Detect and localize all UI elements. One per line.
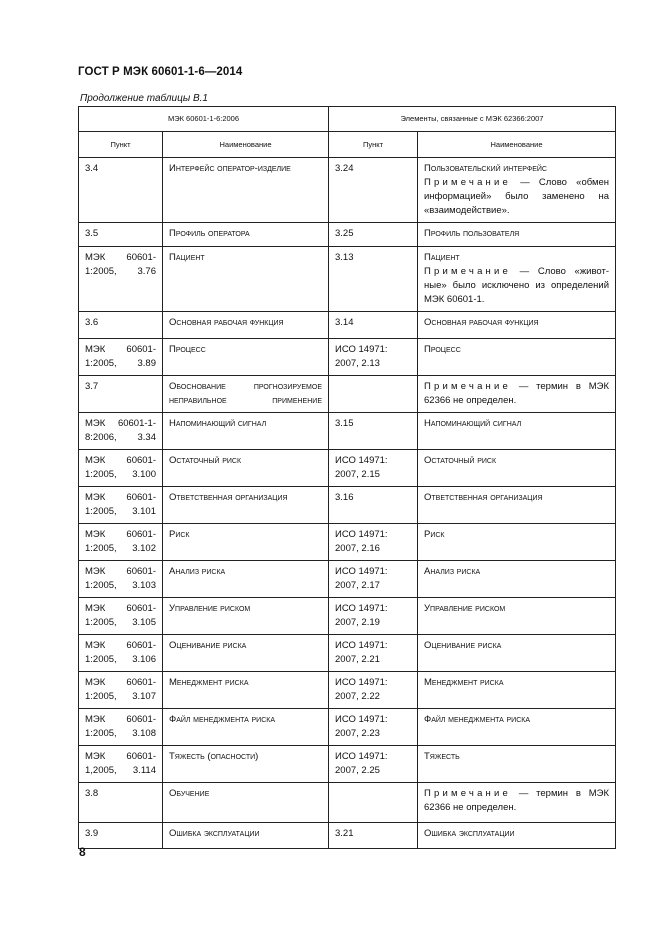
right-name-text: Риск [424, 529, 445, 540]
cell-left-item [79, 223, 163, 247]
right-name-text: Оценивание риска [424, 640, 502, 651]
cell-right-name [418, 746, 616, 783]
cell-left-name [163, 413, 329, 450]
cell-left-item [79, 746, 163, 783]
cell-right-name [418, 709, 616, 746]
cell-right-item [329, 746, 418, 783]
right-item-text: 3.16 [335, 492, 354, 503]
left-name-text: Обучение [169, 788, 210, 799]
left-name-text: Напоминающий сигнал [169, 418, 267, 429]
right-item-text: 3.15 [335, 418, 354, 429]
table-row [79, 223, 616, 247]
cell-right-name [418, 635, 616, 672]
cell-left-item [79, 823, 163, 849]
left-name-text: Управление риском [169, 603, 251, 614]
left-item-text: 3.9 [85, 828, 99, 839]
cell-right-item [329, 312, 418, 339]
left-name-text: Тяжесть (опасности) [169, 751, 259, 762]
right-name-text: Пациент [424, 252, 460, 263]
cell-right-name [418, 487, 616, 524]
left-name-text: Ответственная организация [169, 492, 288, 503]
table-row [79, 247, 616, 312]
cell-left-name [163, 376, 329, 413]
cell-left-name [163, 312, 329, 339]
table-row [79, 635, 616, 672]
right-name-text: Менеджмент риска [424, 677, 504, 688]
left-item-text: МЭК 60601-1:2005, 3.103 [85, 566, 156, 591]
page-number: 8 [79, 845, 86, 859]
table-row [79, 524, 616, 561]
cell-left-name [163, 450, 329, 487]
cell-right-item [329, 158, 418, 223]
right-item-text: ИСО 14971: 2007, 2.23 [335, 714, 388, 739]
table-row [79, 413, 616, 450]
cell-right-item [329, 783, 418, 823]
column-header-name-2: Наименование [418, 132, 616, 158]
left-item-text: МЭК 60601-1,2005, 3.114 [85, 751, 156, 776]
left-item-text: 3.4 [85, 163, 99, 174]
right-name-text: Анализ риска [424, 566, 481, 577]
cell-right-name [418, 561, 616, 598]
cell-left-name [163, 223, 329, 247]
right-name-text: Остаточный риск [424, 455, 497, 466]
right-name-text: Напоминающий сигнал [424, 418, 522, 429]
cell-right-item [329, 823, 418, 849]
column-header-item-2: Пункт [329, 132, 418, 158]
cell-left-name [163, 635, 329, 672]
table-row [79, 672, 616, 709]
cell-right-item [329, 339, 418, 376]
left-item-text: МЭК 60601-1-8:2006, 3.34 [85, 418, 156, 443]
cell-left-name [163, 672, 329, 709]
note-text: — Слово «живот-ные» было исключено из определений МЭК 60601-1. [424, 266, 610, 305]
left-name-text: Файл менеджмента риска [169, 714, 275, 725]
left-name-text: Профиль оператора [169, 228, 250, 239]
left-name-text: Ошибка эксплуатации [169, 828, 260, 839]
group-header-left: МЭК 60601-1-6:2006 [79, 107, 329, 132]
correspondence-table [78, 106, 616, 849]
cell-right-item [329, 247, 418, 312]
cell-left-name [163, 823, 329, 849]
right-name-text: Файл менеджмента риска [424, 714, 530, 725]
cell-left-item [79, 635, 163, 672]
cell-right-item [329, 561, 418, 598]
cell-left-name [163, 487, 329, 524]
cell-right-name [418, 598, 616, 635]
cell-left-name [163, 247, 329, 312]
left-item-text: МЭК 60601-1:2005, 3.108 [85, 714, 156, 739]
right-name-text: Управление риском [424, 603, 506, 614]
cell-left-item [79, 450, 163, 487]
cell-left-item [79, 561, 163, 598]
cell-right-name [418, 223, 616, 247]
left-item-text: МЭК 60601-1:2005, 3.89 [85, 344, 156, 369]
cell-left-item [79, 247, 163, 312]
table-row [79, 376, 616, 413]
left-item-text: МЭК 60601-1:2005, 3.107 [85, 677, 156, 702]
left-item-text: 3.8 [85, 788, 99, 799]
left-item-text: МЭК 60601-1:2005, 3.106 [85, 640, 156, 665]
cell-left-item [79, 158, 163, 223]
right-name-text: Основная рабочая функция [424, 317, 539, 328]
table-group-header-row [79, 107, 616, 132]
table-caption: Продолжение таблицы В.1 [80, 93, 208, 104]
left-name-text: Обоснование прогнозируемое неправильное применение [169, 381, 322, 406]
cell-left-item [79, 413, 163, 450]
cell-right-name [418, 376, 616, 413]
right-item-text: ИСО 14971: 2007, 2.15 [335, 455, 388, 480]
cell-right-name [418, 158, 616, 223]
cell-right-name [418, 450, 616, 487]
note-text: — Слово «обмен информацией» было заменено на «взаимодействие». [424, 177, 610, 216]
note-block [424, 176, 609, 218]
cell-right-item [329, 413, 418, 450]
left-item-text: 3.6 [85, 317, 99, 328]
cell-right-name [418, 413, 616, 450]
left-item-text: 3.5 [85, 228, 99, 239]
table-row [79, 487, 616, 524]
cell-left-name [163, 709, 329, 746]
cell-right-item [329, 635, 418, 672]
note-block [424, 380, 609, 408]
left-name-text: Риск [169, 529, 190, 540]
table-row [79, 561, 616, 598]
right-name-text: Ошибка эксплуатации [424, 828, 515, 839]
group-header-right: Элементы, связанные с МЭК 62366:2007 [329, 107, 616, 132]
cell-left-item [79, 339, 163, 376]
right-item-text: ИСО 14971: 2007, 2.16 [335, 529, 388, 554]
left-item-text: МЭК 60601-1:2005, 3.105 [85, 603, 156, 628]
left-name-text: Интерфейс оператор-изделие [169, 163, 291, 174]
table-row [79, 312, 616, 339]
cell-left-name [163, 158, 329, 223]
cell-right-item [329, 487, 418, 524]
cell-right-name [418, 247, 616, 312]
table-row [79, 823, 616, 849]
table-body [79, 158, 616, 849]
right-item-text: ИСО 14971: 2007, 2.17 [335, 566, 388, 591]
note-block [424, 787, 609, 815]
note-label: Примечание [424, 788, 511, 799]
cell-right-item [329, 524, 418, 561]
cell-right-item [329, 376, 418, 413]
cell-right-name [418, 339, 616, 376]
cell-left-item [79, 376, 163, 413]
right-item-text: 3.13 [335, 252, 354, 263]
left-item-text: МЭК 60601-1:2005, 3.101 [85, 492, 156, 517]
column-header-item: Пункт [79, 132, 163, 158]
cell-left-item [79, 672, 163, 709]
note-text: — термин в МЭК 62366 не определен. [424, 788, 610, 813]
cell-left-item [79, 783, 163, 823]
table-row [79, 339, 616, 376]
right-name-text: Ответственная организация [424, 492, 543, 503]
note-label: Примечание [424, 177, 511, 188]
table-row [79, 450, 616, 487]
left-name-text: Пациент [169, 252, 205, 263]
cell-right-name [418, 783, 616, 823]
note-block [424, 265, 609, 307]
left-name-text: Оценивание риска [169, 640, 247, 651]
cell-left-item [79, 524, 163, 561]
right-item-text: ИСО 14971: 2007, 2.13 [335, 344, 388, 369]
column-header-name: Наименование [163, 132, 329, 158]
right-item-text: 3.14 [335, 317, 354, 328]
left-item-text: МЭК 60601-1:2005, 3.76 [85, 252, 156, 277]
left-item-text: МЭК 60601-1:2005, 3.102 [85, 529, 156, 554]
table-row [79, 746, 616, 783]
note-label: Примечание [424, 266, 511, 277]
cell-left-name [163, 598, 329, 635]
left-name-text: Остаточный риск [169, 455, 242, 466]
right-name-text: Пользовательский интерфейс [424, 163, 547, 174]
right-item-text: ИСО 14971: 2007, 2.21 [335, 640, 388, 665]
left-name-text: Менеджмент риска [169, 677, 249, 688]
right-item-text: 3.25 [335, 228, 354, 239]
cell-right-item [329, 709, 418, 746]
right-name-text: Профиль пользователя [424, 228, 520, 239]
right-item-text: 3.21 [335, 828, 354, 839]
left-item-text: 3.7 [85, 381, 99, 392]
cell-left-name [163, 524, 329, 561]
cell-left-item [79, 598, 163, 635]
right-item-text: ИСО 14971: 2007, 2.25 [335, 751, 388, 776]
cell-right-item [329, 598, 418, 635]
cell-right-item [329, 223, 418, 247]
table-column-header-row [79, 132, 616, 158]
cell-right-item [329, 672, 418, 709]
cell-right-name [418, 672, 616, 709]
table-row [79, 709, 616, 746]
cell-left-name [163, 339, 329, 376]
right-item-text: ИСО 14971: 2007, 2.22 [335, 677, 388, 702]
note-text: — термин в МЭК 62366 не определен. [424, 381, 610, 406]
left-name-text: Процесс [169, 344, 206, 355]
table-row [79, 783, 616, 823]
table-row [79, 598, 616, 635]
left-name-text: Анализ риска [169, 566, 226, 577]
cell-right-item [329, 450, 418, 487]
cell-right-name [418, 312, 616, 339]
left-name-text: Основная рабочая функция [169, 317, 284, 328]
cell-left-item [79, 487, 163, 524]
cell-left-item [79, 709, 163, 746]
right-name-text: Процесс [424, 344, 461, 355]
right-name-text: Тяжесть [424, 751, 460, 762]
cell-right-name [418, 823, 616, 849]
table-row [79, 158, 616, 223]
right-item-text: ИСО 14971: 2007, 2.19 [335, 603, 388, 628]
cell-left-name [163, 561, 329, 598]
note-label: Примечание [424, 381, 511, 392]
cell-left-name [163, 746, 329, 783]
cell-left-item [79, 312, 163, 339]
cell-left-name [163, 783, 329, 823]
cell-right-name [418, 524, 616, 561]
right-item-text: 3.24 [335, 163, 354, 174]
document-title: ГОСТ Р МЭК 60601-1-6—2014 [78, 66, 243, 78]
left-item-text: МЭК 60601-1:2005, 3.100 [85, 455, 156, 480]
